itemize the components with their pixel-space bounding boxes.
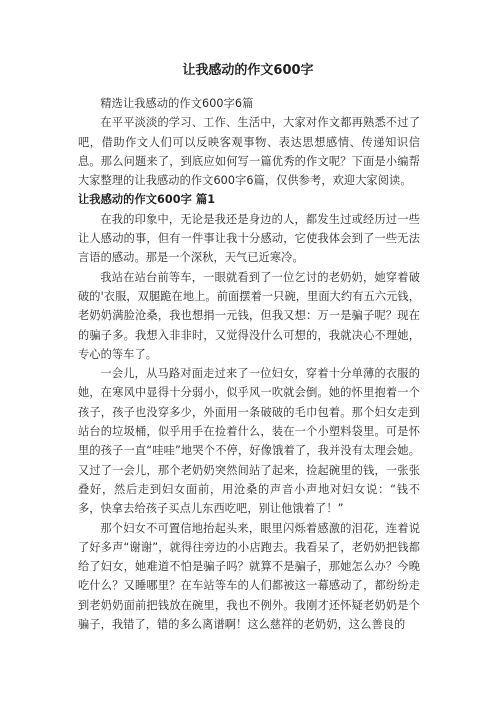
document-title: 让我感动的作文600字 <box>182 63 314 78</box>
body-paragraph: 在我的印象中，无论是我还是身边的人，都发生过或经历过一些让人感动的事，但有一件事让我十分感动，它使我体会到了一些无法言语的感动。那是一个深秋，天气已近寒冷。 <box>78 212 420 265</box>
body-paragraph: 一会儿，从马路对面走过来了一位妇女，穿着十分单薄的衣服的她，在寒风中显得十分弱小，似乎风一吹就会倒。她的怀里抱着一个孩子，孩子也没穿多少，外面用一条破破的毛巾包着。那个妇女走到站台的垃圾桶，似乎用手在捡着什么，装在一个小塑料袋里。可是怀里的孩子一直“哇哇”地哭个不停，好像饿着了，我并没有太理会她。又过了一会儿，那个老奶奶突然间站了起来，捡起碗里的钱，一张张叠好，然后走到妇女面前，用沧桑的声音小声地对妇女说：“钱不多，快拿去给孩子买点儿东西吃吧，别让他饿着了！” <box>78 367 420 516</box>
document-body <box>78 94 420 634</box>
body-paragraph: 我站在站台前等车，一眼就看到了一位乞讨的老奶奶，她穿着破破的'衣服，双腿跪在地上。前面摆着一只碗，里面大约有五六元钱，老奶奶满脸沧桑，我也想捐一元钱，但我又想：万一是骗子呢？现在的骗子多。我想入非非时，又觉得没什么可想的，我就决心不理她，专心的等车了。 <box>78 270 420 361</box>
body-paragraph: 那个妇女不可置信地抬起头来，眼里闪烁着感激的泪花，连着说了好多声“谢谢”，就得往旁边的小店跑去。我看呆了，老奶奶把钱都给了妇女，她难道不怕是骗子吗？就算不是骗子，那她怎么办？今晚吃什么？又睡哪里？在车站等车的人们都被这一幕感动了，都纷纷走到老奶奶面前把钱放在碗里，我也不例外。我刚才还怀疑老奶奶是个骗子，我错了，错的多么离谱啊！这么慈祥的老奶奶，这么善良的 <box>78 521 420 632</box>
intro-paragraph: 在平平淡淡的学习、工作、生活中，大家对作文都再熟悉不过了吧，借助作文人们可以反映客观事物、表达思想感情、传递知识信息。那么问题来了，到底应如何写一篇优秀的作文呢？下面是小编帮大家整理的让我感动的作文600字6篇，仅供参考，欢迎大家阅读。 <box>78 116 420 188</box>
section-heading: 让我感动的作文600字 篇1 <box>78 193 216 207</box>
document-subtitle: 精选让我感动的作文600字6篇 <box>100 97 254 110</box>
